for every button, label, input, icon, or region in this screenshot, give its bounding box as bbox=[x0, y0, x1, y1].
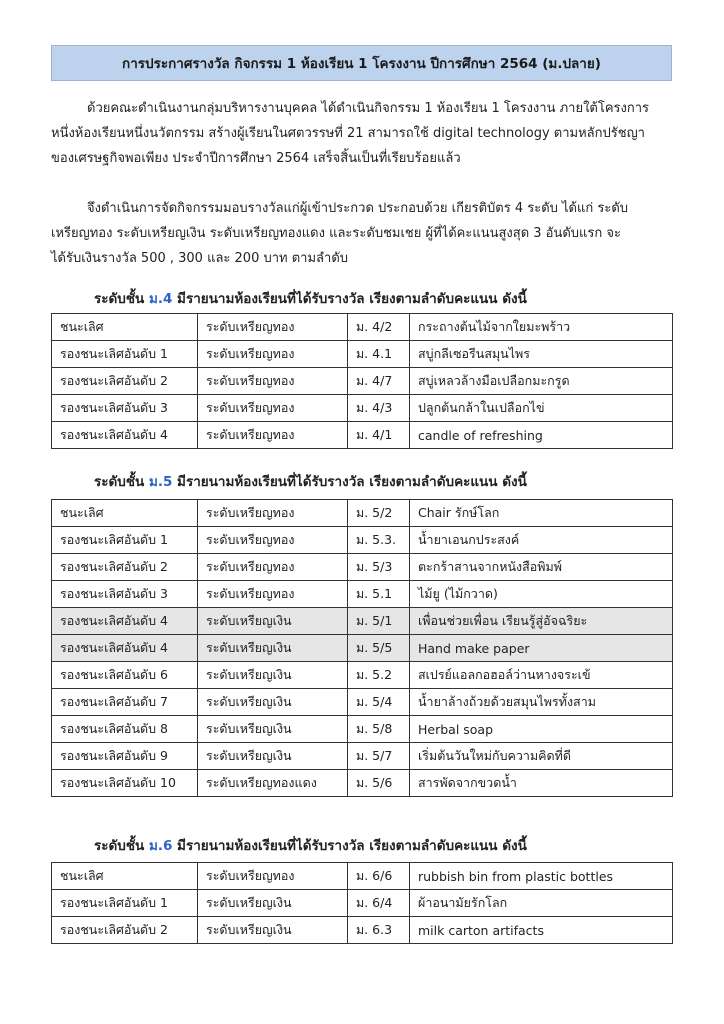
section-heading-m6 bbox=[94, 834, 527, 856]
classroom-cell: ม. 5.3. bbox=[348, 527, 410, 554]
classroom-cell: ม. 5/1 bbox=[348, 608, 410, 635]
classroom-cell: ม. 6.3 bbox=[348, 917, 410, 944]
section-suffix: มีรายนามห้องเรียนที่ได้รับรางวัล เรียงตามลำดับคะแนน ดังนี้ bbox=[172, 291, 527, 307]
classroom-cell: ม. 5/2 bbox=[348, 500, 410, 527]
project-name-cell: ไม้ยู (ไม้กวาด) bbox=[410, 581, 673, 608]
project-name-cell: Hand make paper bbox=[410, 635, 673, 662]
project-name-cell: น้ำยาเอนกประสงค์ bbox=[410, 527, 673, 554]
intro-paragraph bbox=[51, 96, 672, 171]
classroom-cell: ม. 5/8 bbox=[348, 716, 410, 743]
table-row bbox=[52, 581, 673, 608]
table-row bbox=[52, 662, 673, 689]
project-name-cell: น้ำยาล้างถ้วยด้วยสมุนไพรทั้งสาม bbox=[410, 689, 673, 716]
announcement-title bbox=[51, 45, 672, 81]
project-name-cell: milk carton artifacts bbox=[410, 917, 673, 944]
section-suffix: มีรายนามห้องเรียนที่ได้รับรางวัล เรียงตามลำดับคะแนน ดังนี้ bbox=[172, 838, 527, 854]
medal-level-cell: ระดับเหรียญเงิน bbox=[198, 890, 348, 917]
table-row bbox=[52, 635, 673, 662]
classroom-cell: ม. 6/4 bbox=[348, 890, 410, 917]
section-suffix: มีรายนามห้องเรียนที่ได้รับรางวัล เรียงตามลำดับคะแนน ดังนี้ bbox=[172, 474, 527, 490]
medal-level-cell: ระดับเหรียญทอง bbox=[198, 314, 348, 341]
table-row bbox=[52, 422, 673, 449]
medal-level-cell: ระดับเหรียญทอง bbox=[198, 422, 348, 449]
classroom-cell: ม. 5/3 bbox=[348, 554, 410, 581]
rank-cell: รองชนะเลิศอันดับ 7 bbox=[52, 689, 198, 716]
rank-cell: รองชนะเลิศอันดับ 9 bbox=[52, 743, 198, 770]
awards-table-m5 bbox=[51, 499, 673, 797]
rank-cell: ชนะเลิศ bbox=[52, 314, 198, 341]
classroom-cell: ม. 4.1 bbox=[348, 341, 410, 368]
classroom-cell: ม. 5/5 bbox=[348, 635, 410, 662]
rank-cell: รองชนะเลิศอันดับ 8 bbox=[52, 716, 198, 743]
table-row bbox=[52, 608, 673, 635]
intro-line: หนึ่งห้องเรียนหนึ่งนวัตกรรม สร้างผู้เรียนในศตวรรษที่ 21 สามารถใช้ digital technology ตามหลักปรัชญา bbox=[51, 126, 645, 141]
awards-table-m6 bbox=[51, 862, 673, 944]
project-name-cell: เริ่มต้นวันใหม่กับความคิดที่ดี bbox=[410, 743, 673, 770]
intro-line: ด้วยคณะดำเนินงานกลุ่มบริหารงานบุคคล ได้ดำเนินกิจกรรม 1 ห้องเรียน 1 โครงงาน ภายใต้โครงการ bbox=[87, 101, 650, 116]
medal-level-cell: ระดับเหรียญทองแดง bbox=[198, 770, 348, 797]
medal-level-cell: ระดับเหรียญเงิน bbox=[198, 689, 348, 716]
rank-cell: ชนะเลิศ bbox=[52, 863, 198, 890]
rank-cell: รองชนะเลิศอันดับ 2 bbox=[52, 554, 198, 581]
medal-level-cell: ระดับเหรียญทอง bbox=[198, 581, 348, 608]
project-name-cell: ปลูกต้นกล้าในเปลือกไข่ bbox=[410, 395, 673, 422]
medal-level-cell: ระดับเหรียญเงิน bbox=[198, 662, 348, 689]
table-row bbox=[52, 770, 673, 797]
project-name-cell: ตะกร้าสานจากหนังสือพิมพ์ bbox=[410, 554, 673, 581]
rank-cell: รองชนะเลิศอันดับ 2 bbox=[52, 917, 198, 944]
classroom-cell: ม. 4/2 bbox=[348, 314, 410, 341]
classroom-cell: ม. 4/1 bbox=[348, 422, 410, 449]
project-name-cell: สบู่กลีเซอรีนสมุนไพร bbox=[410, 341, 673, 368]
rank-cell: รองชนะเลิศอันดับ 1 bbox=[52, 527, 198, 554]
project-name-cell: เพื่อนช่วยเพื่อน เรียนรู้สู่อัจฉริยะ bbox=[410, 608, 673, 635]
classroom-cell: ม. 5/6 bbox=[348, 770, 410, 797]
table-row bbox=[52, 716, 673, 743]
medal-level-cell: ระดับเหรียญทอง bbox=[198, 500, 348, 527]
section-level: ม.6 bbox=[148, 838, 173, 854]
table-row bbox=[52, 500, 673, 527]
table-row bbox=[52, 689, 673, 716]
section-prefix: ระดับชั้น bbox=[94, 291, 149, 307]
rank-cell: รองชนะเลิศอันดับ 2 bbox=[52, 368, 198, 395]
table-row bbox=[52, 314, 673, 341]
medal-level-cell: ระดับเหรียญทอง bbox=[198, 527, 348, 554]
section-prefix: ระดับชั้น bbox=[94, 838, 149, 854]
project-name-cell: Chair รักษ์โลก bbox=[410, 500, 673, 527]
announcement-title-text: การประกาศรางวัล กิจกรรม 1 ห้องเรียน 1 โครงงาน ปีการศึกษา 2564 (ม.ปลาย) bbox=[122, 56, 601, 72]
medal-level-cell: ระดับเหรียญทอง bbox=[198, 395, 348, 422]
rank-cell: รองชนะเลิศอันดับ 4 bbox=[52, 635, 198, 662]
award-details-paragraph bbox=[51, 196, 672, 271]
table-row bbox=[52, 917, 673, 944]
rank-cell: รองชนะเลิศอันดับ 1 bbox=[52, 890, 198, 917]
awards-table-m4 bbox=[51, 313, 673, 449]
rank-cell: รองชนะเลิศอันดับ 4 bbox=[52, 422, 198, 449]
rank-cell: รองชนะเลิศอันดับ 1 bbox=[52, 341, 198, 368]
award-details-line: จึงดำเนินการจัดกิจกรรมมอบรางวัลแก่ผู้เข้าประกวด ประกอบด้วย เกียรติบัตร 4 ระดับ ได้แก่ ระดับ bbox=[87, 201, 629, 216]
classroom-cell: ม. 6/6 bbox=[348, 863, 410, 890]
medal-level-cell: ระดับเหรียญทอง bbox=[198, 554, 348, 581]
medal-level-cell: ระดับเหรียญเงิน bbox=[198, 917, 348, 944]
table-row bbox=[52, 890, 673, 917]
table-row bbox=[52, 368, 673, 395]
medal-level-cell: ระดับเหรียญเงิน bbox=[198, 743, 348, 770]
award-details-line: เหรียญทอง ระดับเหรียญเงิน ระดับเหรียญทองแดง และระดับชมเชย ผู้ที่ได้คะแนนสูงสุด 3 อันดับแรก จะ bbox=[51, 226, 622, 241]
table-row bbox=[52, 743, 673, 770]
table-row bbox=[52, 863, 673, 890]
section-heading-m5 bbox=[94, 470, 527, 492]
medal-level-cell: ระดับเหรียญทอง bbox=[198, 341, 348, 368]
intro-line: ของเศรษฐกิจพอเพียง ประจำปีการศึกษา 2564 เสร็จสิ้นเป็นที่เรียบร้อยแล้ว bbox=[51, 151, 461, 166]
table-row bbox=[52, 527, 673, 554]
rank-cell: รองชนะเลิศอันดับ 6 bbox=[52, 662, 198, 689]
section-heading-m4 bbox=[94, 287, 527, 309]
medal-level-cell: ระดับเหรียญเงิน bbox=[198, 608, 348, 635]
project-name-cell: กระถางต้นไม้จากใยมะพร้าว bbox=[410, 314, 673, 341]
medal-level-cell: ระดับเหรียญทอง bbox=[198, 863, 348, 890]
table-row bbox=[52, 395, 673, 422]
project-name-cell: ผ้าอนามัยรักโลก bbox=[410, 890, 673, 917]
project-name-cell: Herbal soap bbox=[410, 716, 673, 743]
rank-cell: ชนะเลิศ bbox=[52, 500, 198, 527]
section-level: ม.4 bbox=[148, 291, 173, 307]
table-row bbox=[52, 341, 673, 368]
rank-cell: รองชนะเลิศอันดับ 4 bbox=[52, 608, 198, 635]
classroom-cell: ม. 5/7 bbox=[348, 743, 410, 770]
classroom-cell: ม. 5.2 bbox=[348, 662, 410, 689]
project-name-cell: candle of refreshing bbox=[410, 422, 673, 449]
table-row bbox=[52, 554, 673, 581]
project-name-cell: สเปรย์แอลกอฮอล์ว่านหางจระเข้ bbox=[410, 662, 673, 689]
medal-level-cell: ระดับเหรียญเงิน bbox=[198, 635, 348, 662]
medal-level-cell: ระดับเหรียญเงิน bbox=[198, 716, 348, 743]
medal-level-cell: ระดับเหรียญทอง bbox=[198, 368, 348, 395]
section-prefix: ระดับชั้น bbox=[94, 474, 149, 490]
classroom-cell: ม. 5/4 bbox=[348, 689, 410, 716]
project-name-cell: สบู่เหลวล้างมือเปลือกมะกรูด bbox=[410, 368, 673, 395]
classroom-cell: ม. 4/3 bbox=[348, 395, 410, 422]
project-name-cell: สารพัดจากขวดน้ำ bbox=[410, 770, 673, 797]
rank-cell: รองชนะเลิศอันดับ 3 bbox=[52, 581, 198, 608]
project-name-cell: rubbish bin from plastic bottles bbox=[410, 863, 673, 890]
rank-cell: รองชนะเลิศอันดับ 3 bbox=[52, 395, 198, 422]
award-details-line: ได้รับเงินรางวัล 500 , 300 และ 200 บาท ตามลำดับ bbox=[51, 251, 349, 266]
rank-cell: รองชนะเลิศอันดับ 10 bbox=[52, 770, 198, 797]
classroom-cell: ม. 4/7 bbox=[348, 368, 410, 395]
section-level: ม.5 bbox=[148, 474, 173, 490]
classroom-cell: ม. 5.1 bbox=[348, 581, 410, 608]
